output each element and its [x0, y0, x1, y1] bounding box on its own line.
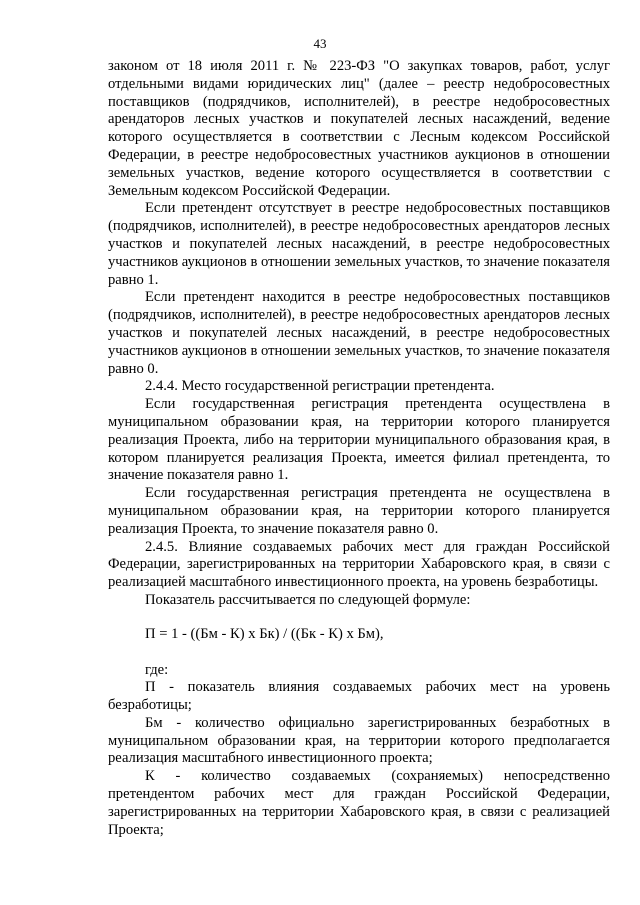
paragraph-registration-in-territory: Если государственная регистрация претендента осуществлена в муниципальном образовании края, на территории которого планируется реализация Проекта, либо на территории муниципального образования края, в котором планируется реализация Проекта, имеется филиал претендента, то значение показателя равно 1. [108, 396, 610, 484]
paragraph-present-in-registry: Если претендент находится в реестре недобросовестных поставщиков (подрядчиков, исполнителей), в реестре недобросовестных арендаторов лесных участков и покупателей лесных насаждений, в реестре недобросовестных участников аукционов в отношении земельных участков, то значение показателя равно 0. [108, 289, 610, 377]
page-number: 43 [313, 36, 327, 51]
document-body [108, 58, 610, 839]
section-heading-2-4-5: 2.4.5. Влияние создаваемых рабочих мест для граждан Российской Федерации, зарегистрированных на территории Хабаровского края, в связи с реализацией масштабного инвестиционного проекта, на уровень безработицы. [108, 538, 610, 591]
section-heading-2-4-4: 2.4.4. Место государственной регистрации претендента. [145, 378, 495, 395]
paragraph-registry-definition: законом от 18 июля 2011 г. № 223-ФЗ "О закупках товаров, работ, услуг отдельными видами юридических лиц" (далее – реестр недобросовестных поставщиков (подрядчиков, исполнителей), в реестре недобросовестных арендаторов лесных участков и покупателей лесных насаждений, ведение которого осуществляется в соответствии с Лесным кодексом Российской Федерации, в реестре недобросовестных участников аукционов в отношении земельных участков, ведение которого осуществляется в соответствии с Земельным кодексом Российской Федерации. [108, 58, 610, 199]
definition-k: К - количество создаваемых (сохраняемых) непосредственно претендентом рабочих мест для граждан Российской Федерации, зарегистрированных на территории Хабаровского края, в связи с реализацией Проекта; [108, 768, 610, 838]
definition-bm: Бм - количество официально зарегистрированных безработных в муниципальном образовании края, на территории которого предполагается реализация масштабного инвестиционного проекта; [108, 714, 610, 767]
paragraph-where: где: [145, 661, 169, 678]
definition-p: П - показатель влияния создаваемых рабочих мест на уровень безработицы; [108, 679, 610, 714]
paragraph-formula-intro: Показатель рассчитывается по следующей формуле: [145, 591, 471, 608]
formula: П = 1 - ((Бм - К) х Бк) / ((Бк - К) х Бм), [145, 625, 384, 642]
paragraph-absent-from-registry: Если претендент отсутствует в реестре недобросовестных поставщиков (подрядчиков, исполнителей), в реестре недобросовестных арендаторов лесных участков и покупателей лесных насаждений, в реестре недобросовестных участников аукционов в отношении земельных участков, то значение показателя равно 1. [108, 200, 610, 288]
paragraph-registration-outside-territory: Если государственная регистрация претендента не осуществлена в муниципальном образовании края, на территории которого планируется реализация Проекта, то значение показателя равно 0. [108, 485, 610, 537]
